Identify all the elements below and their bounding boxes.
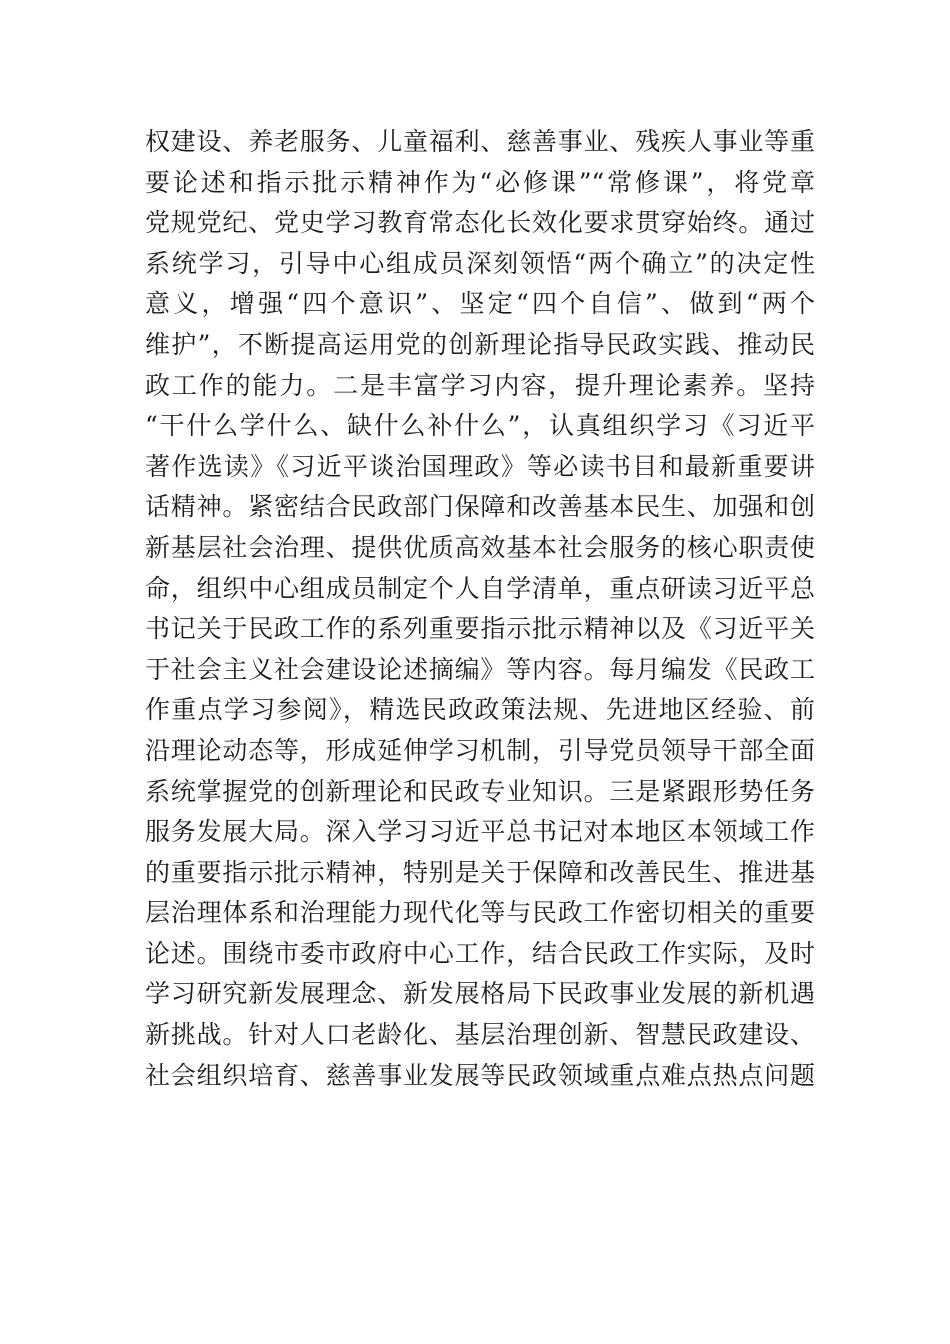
text-line: 政工作的能力。二是丰富学习内容，提升理论素养。坚持 xyxy=(145,370,815,400)
text-line: 系统掌握党的创新理论和民政专业知识。三是紧跟形势任务 xyxy=(145,776,815,806)
text-line: 维护”，不断提高运用党的创新理论指导民政实践、推动民 xyxy=(145,329,815,359)
text-line: 新挑战。针对人口老龄化、基层治理创新、智慧民政建设、 xyxy=(145,1020,815,1050)
text-line: 作重点学习参阅》，精选民政政策法规、先进地区经验、前 xyxy=(145,695,815,725)
text-line: 党规党纪、党史学习教育常态化长效化要求贯穿始终。通过 xyxy=(145,208,815,238)
text-line: 于社会主义社会建设论述摘编》等内容。每月编发《民政工 xyxy=(145,654,815,684)
text-line: 的重要指示批示精神，特别是关于保障和改善民生、推进基 xyxy=(145,857,815,887)
text-line: 命，组织中心组成员制定个人自学清单，重点研读习近平总 xyxy=(145,573,815,603)
text-line: 要论述和指示批示精神作为“必修课”“常修课”，将党章 xyxy=(145,167,815,197)
text-line: 著作选读》《习近平谈治国理政》等必读书目和最新重要讲 xyxy=(145,451,815,481)
text-line: 话精神。紧密结合民政部门保障和改善基本民生、加强和创 xyxy=(145,492,815,522)
text-line: “干什么学什么、缺什么补什么”，认真组织学习《习近平 xyxy=(145,411,815,441)
body-text xyxy=(145,122,815,1096)
text-line: 层治理体系和治理能力现代化等与民政工作密切相关的重要 xyxy=(145,898,815,928)
text-line: 论述。围绕市委市政府中心工作，结合民政工作实际，及时 xyxy=(145,938,815,968)
text-line: 权建设、养老服务、儿童福利、慈善事业、残疾人事业等重 xyxy=(145,127,815,156)
text-line: 服务发展大局。深入学习习近平总书记对本地区本领域工作 xyxy=(145,817,815,847)
text-line: 沿理论动态等，形成延伸学习机制，引导党员领导干部全面 xyxy=(145,735,815,765)
text-line: 系统学习，引导中心组成员深刻领悟“两个确立”的决定性 xyxy=(145,248,815,278)
text-line: 意义，增强“四个意识”、坚定“四个自信”、做到“两个 xyxy=(145,289,815,319)
text-line: 新基层社会治理、提供优质高效基本社会服务的核心职责使 xyxy=(145,532,815,562)
text-line: 书记关于民政工作的系列重要指示批示精神以及《习近平关 xyxy=(145,614,815,644)
text-line: 学习研究新发展理念、新发展格局下民政事业发展的新机遇 xyxy=(145,979,815,1009)
text-line: 社会组织培育、慈善事业发展等民政领域重点难点热点问题 xyxy=(145,1060,815,1090)
